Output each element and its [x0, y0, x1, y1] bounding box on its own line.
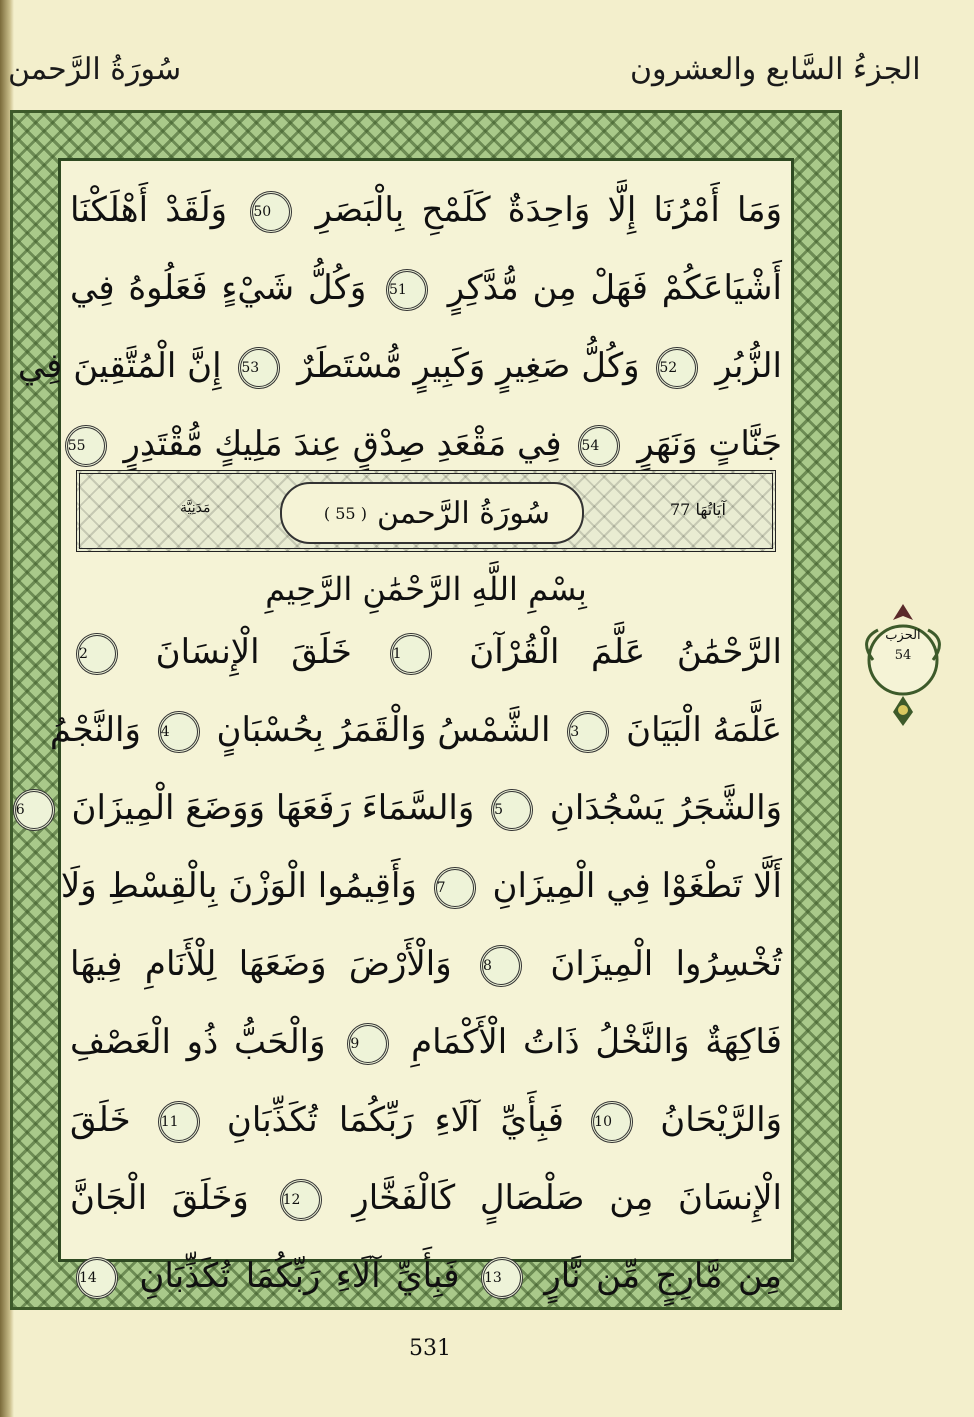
- verse-text: تُخْسِرُوا الْمِيزَانَ: [550, 944, 782, 984]
- verse-line: [70, 180, 782, 240]
- verse-text: وَكُلُّ صَغِيرٍ وَكَبِيرٍ مُّسْتَطَرٌ: [297, 346, 640, 386]
- hizb-marker: [858, 600, 948, 730]
- surah-title: سُورَةُ الرَّحمن: [376, 495, 551, 531]
- verse-text: وَخَلَقَ الْجَانَّ: [70, 1178, 249, 1218]
- juz-header: الجزءُ السَّابع والعشرون: [630, 52, 921, 87]
- hizb-number: 54: [894, 648, 912, 663]
- ayah-number-marker: 55: [65, 425, 107, 467]
- verse-line: [70, 258, 782, 318]
- verse-text: الزُّبُرِ: [715, 346, 782, 386]
- verse-text: وَالنَّجْمُ: [49, 710, 141, 750]
- hizb-label: الحزب: [885, 628, 921, 643]
- verse-line: [70, 1012, 782, 1072]
- ayah-number-marker: 3: [567, 711, 609, 753]
- surah-number: ( 55 ): [323, 503, 367, 523]
- page-number: 531: [409, 1336, 451, 1361]
- verse-text: الرَّحْمَٰنُ عَلَّمَ الْقُرْآنَ: [469, 632, 782, 672]
- surah-header: سُورَةُ الرَّحمن: [8, 52, 182, 87]
- verse-text: وَالرَّيْحَانُ: [660, 1100, 782, 1140]
- verse-line: [60, 856, 782, 916]
- ayah-number-marker: 2: [76, 633, 118, 675]
- ayah-number-marker: 5: [491, 789, 533, 831]
- verse-text: إِنَّ الْمُتَّقِينَ فِي: [17, 346, 222, 386]
- verse-text: مِن مَّارِجٍ مِّن نَّارٍ: [544, 1256, 782, 1296]
- basmala: بِسْمِ اللَّهِ الرَّحْمَٰنِ الرَّحِيمِ: [265, 570, 587, 608]
- hizb-ornament-icon: [858, 600, 948, 730]
- verse-text: وَمَا أَمْرُنَا إِلَّا وَاحِدَةٌ كَلَمْحِ بِالْبَصَرِ: [315, 190, 782, 230]
- verse-text: وَالْأَرْضَ وَضَعَهَا لِلْأَنَامِ فِيهَا: [70, 944, 452, 984]
- verse-text: فَاكِهَةٌ وَالنَّخْلُ ذَاتُ الْأَكْمَامِ: [411, 1022, 783, 1062]
- ayah-number-marker: 13: [481, 1257, 523, 1299]
- ayah-number-marker: 52: [656, 347, 698, 389]
- ayah-number-marker: 7: [434, 867, 476, 909]
- ayah-number-marker: 8: [480, 945, 522, 987]
- verse-line: [70, 622, 782, 682]
- ayah-number-marker: 6: [13, 789, 55, 831]
- ayah-number-marker: 51: [386, 269, 428, 311]
- verse-text: وَالسَّمَاءَ رَفَعَهَا وَوَضَعَ الْمِيزَانَ: [71, 788, 475, 828]
- surah-banner: [76, 470, 776, 552]
- verse-line: [49, 700, 782, 760]
- verse-text: فَبِأَيِّ آلَاءِ رَبِّكُمَا تُكَذِّبَانِ: [226, 1100, 565, 1140]
- verse-line: [70, 1246, 782, 1306]
- verse-text: وَأَقِيمُوا الْوَزْنَ بِالْقِسْطِ وَلَا: [60, 866, 417, 906]
- surah-title-box: [280, 482, 584, 544]
- verse-text: وَالْحَبُّ ذُو الْعَصْفِ: [70, 1022, 326, 1062]
- ayah-number-marker: 54: [578, 425, 620, 467]
- ayah-number-marker: 14: [76, 1257, 118, 1299]
- ayah-number-marker: 9: [347, 1023, 389, 1065]
- verse-text: جَنَّاتٍ وَنَهَرٍ: [637, 424, 782, 464]
- verse-text: عَلَّمَهُ الْبَيَانَ: [626, 710, 782, 750]
- ayah-number-marker: 4: [158, 711, 200, 753]
- revelation-label: مَدَنِيَّة: [180, 500, 211, 516]
- verse-line: [17, 336, 782, 396]
- verse-line: [70, 934, 782, 994]
- verse-text: خَلَقَ الْإِنسَانَ: [155, 632, 352, 672]
- verse-text: وَالشَّجَرُ يَسْجُدَانِ: [549, 788, 782, 828]
- verse-text: الْإِنسَانَ مِن صَلْصَالٍ كَالْفَخَّارِ: [352, 1178, 783, 1218]
- ayah-number-marker: 11: [158, 1101, 200, 1143]
- verse-line: [67, 414, 782, 474]
- verse-text: فِي مَقْعَدِ صِدْقٍ عِندَ مَلِيكٍ مُّقْتَدِرٍ: [123, 424, 562, 464]
- verse-text: وَلَقَدْ أَهْلَكْنَا: [70, 190, 228, 230]
- ayah-number-marker: 10: [591, 1101, 633, 1143]
- verse-line: [15, 778, 782, 838]
- ayah-number-marker: 50: [250, 191, 292, 233]
- verse-text: الشَّمْسُ وَالْقَمَرُ بِحُسْبَانٍ: [216, 710, 551, 750]
- verse-text: أَلَّا تَطْغَوْا فِي الْمِيزَانِ: [492, 866, 782, 906]
- ayat-count: آيَاتُهَا 77: [670, 500, 726, 519]
- verse-line: [70, 1168, 782, 1228]
- verse-text: وَكُلُّ شَيْءٍ فَعَلُوهُ فِي: [70, 268, 367, 308]
- ayah-number-marker: 53: [238, 347, 280, 389]
- ayah-number-marker: 1: [390, 633, 432, 675]
- verse-text: خَلَقَ: [70, 1100, 131, 1140]
- verse-line: [70, 1090, 782, 1150]
- verse-text: فَبِأَيِّ آلَاءِ رَبِّكُمَا تُكَذِّبَانِ: [139, 1256, 460, 1296]
- ayah-number-marker: 12: [280, 1179, 322, 1221]
- verse-text: أَشْيَاعَكُمْ فَهَلْ مِن مُّدَّكِرٍ: [447, 268, 782, 308]
